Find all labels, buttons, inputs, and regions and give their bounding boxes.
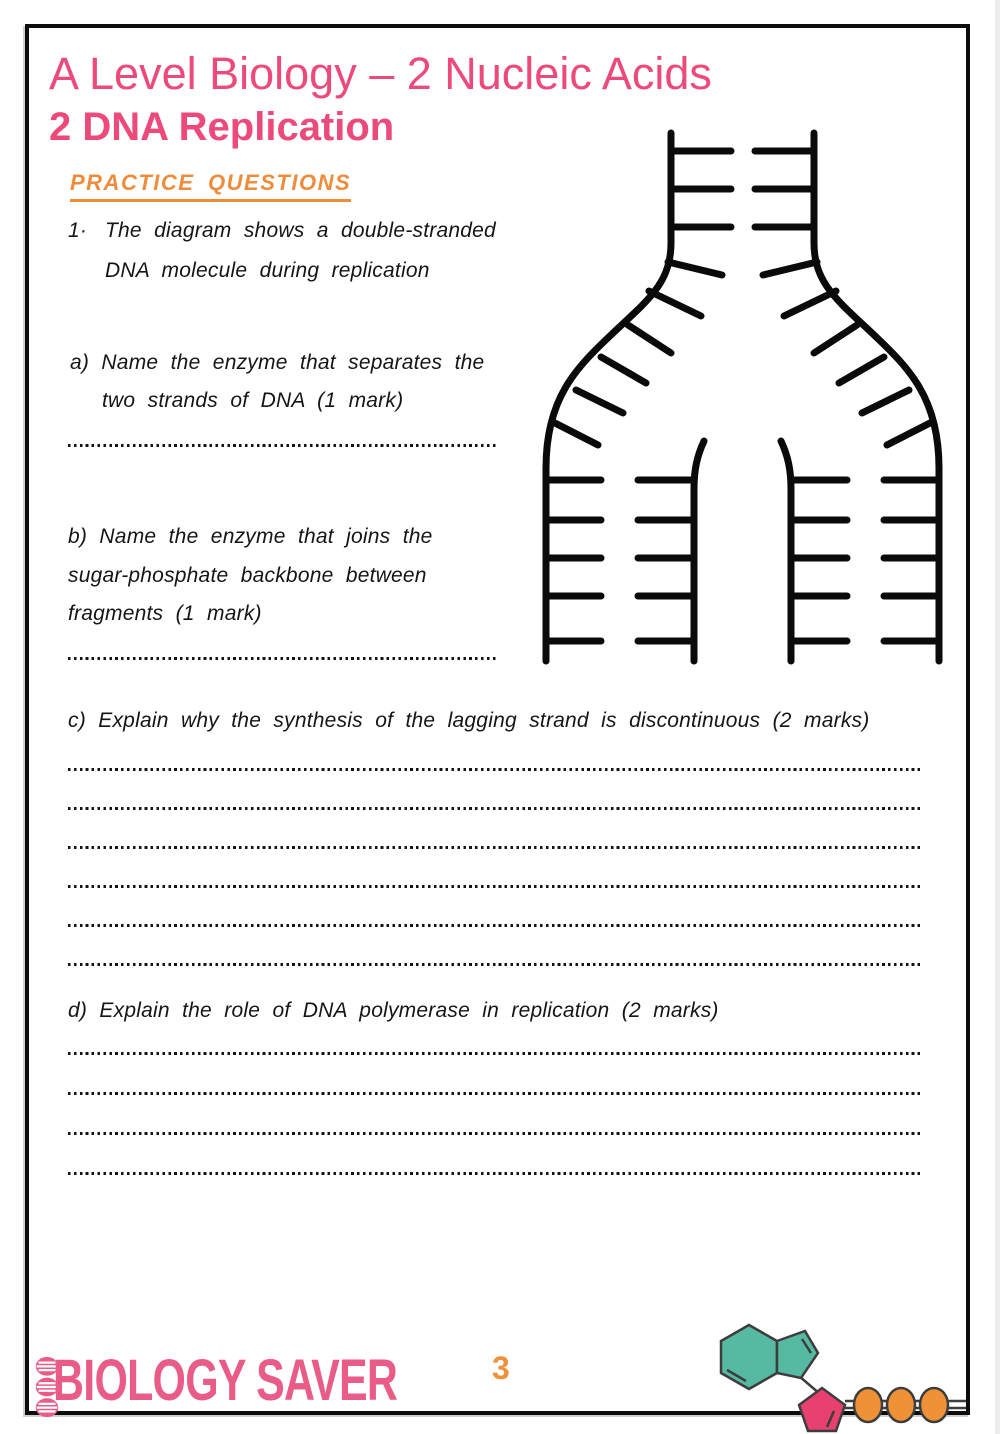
part-a-line2: two strands of DNA (1 mark) [102, 389, 404, 412]
dna-parental-rungs [673, 151, 812, 227]
dna-left-daughter-rungs [546, 480, 694, 641]
dna-right-arm-bases [763, 262, 932, 445]
part-b-line2: sugar-phosphate backbone between [68, 564, 427, 587]
part-c-text: c) Explain why the synthesis of the lagging strand is discontinuous (2 marks) [68, 709, 870, 732]
dna-replication-fork-diagram [528, 118, 972, 674]
answer-line [68, 1092, 923, 1095]
dna-right-daughter-rungs [791, 480, 939, 641]
answer-line [68, 1132, 923, 1135]
dna-right-backbone [814, 133, 939, 661]
dna-left-arm-bases [553, 262, 722, 445]
question-stem-line2: DNA molecule during replication [105, 259, 430, 282]
part-b-line3: fragments (1 mark) [68, 602, 262, 625]
page-number: 3 [492, 1350, 510, 1386]
dna-left-new-strand [694, 441, 704, 661]
answer-line [68, 1052, 923, 1055]
nucleotide-molecule-graphic [695, 1312, 975, 1434]
sugar-pentagon [799, 1388, 845, 1431]
brand-logo [33, 1348, 518, 1418]
answer-line [68, 963, 923, 966]
answer-line [68, 657, 496, 660]
section-heading: PRACTICE QUESTIONS [70, 170, 351, 202]
dna-left-backbone [546, 133, 671, 661]
answer-line [68, 924, 923, 927]
phosphate-circle [854, 1388, 882, 1422]
answer-line [68, 885, 923, 888]
answer-line [68, 807, 923, 810]
brand-name: BIOLOGY SAVER [53, 1348, 398, 1413]
phosphate-circle [920, 1388, 948, 1422]
answer-line [68, 768, 923, 771]
page-title: 2 DNA Replication [49, 105, 395, 149]
question-stem-line1: The diagram shows a double-stranded [105, 219, 496, 242]
course-title: A Level Biology – 2 Nucleic Acids [49, 48, 712, 99]
page-edge-strip [995, 0, 1000, 1434]
purine-hexagon [721, 1325, 777, 1389]
answer-line [68, 846, 923, 849]
part-b-line1: b) Name the enzyme that joins the [68, 525, 433, 548]
part-a-line1: a) Name the enzyme that separates the [70, 351, 485, 374]
purine-pentagon [777, 1331, 818, 1378]
phosphate-circle [887, 1388, 915, 1422]
question-number: 1· [68, 219, 88, 242]
answer-line [68, 1172, 923, 1175]
answer-line [68, 444, 496, 447]
part-d-text: d) Explain the role of DNA polymerase in replication (2 marks) [68, 999, 719, 1022]
dna-right-new-strand [781, 441, 791, 661]
